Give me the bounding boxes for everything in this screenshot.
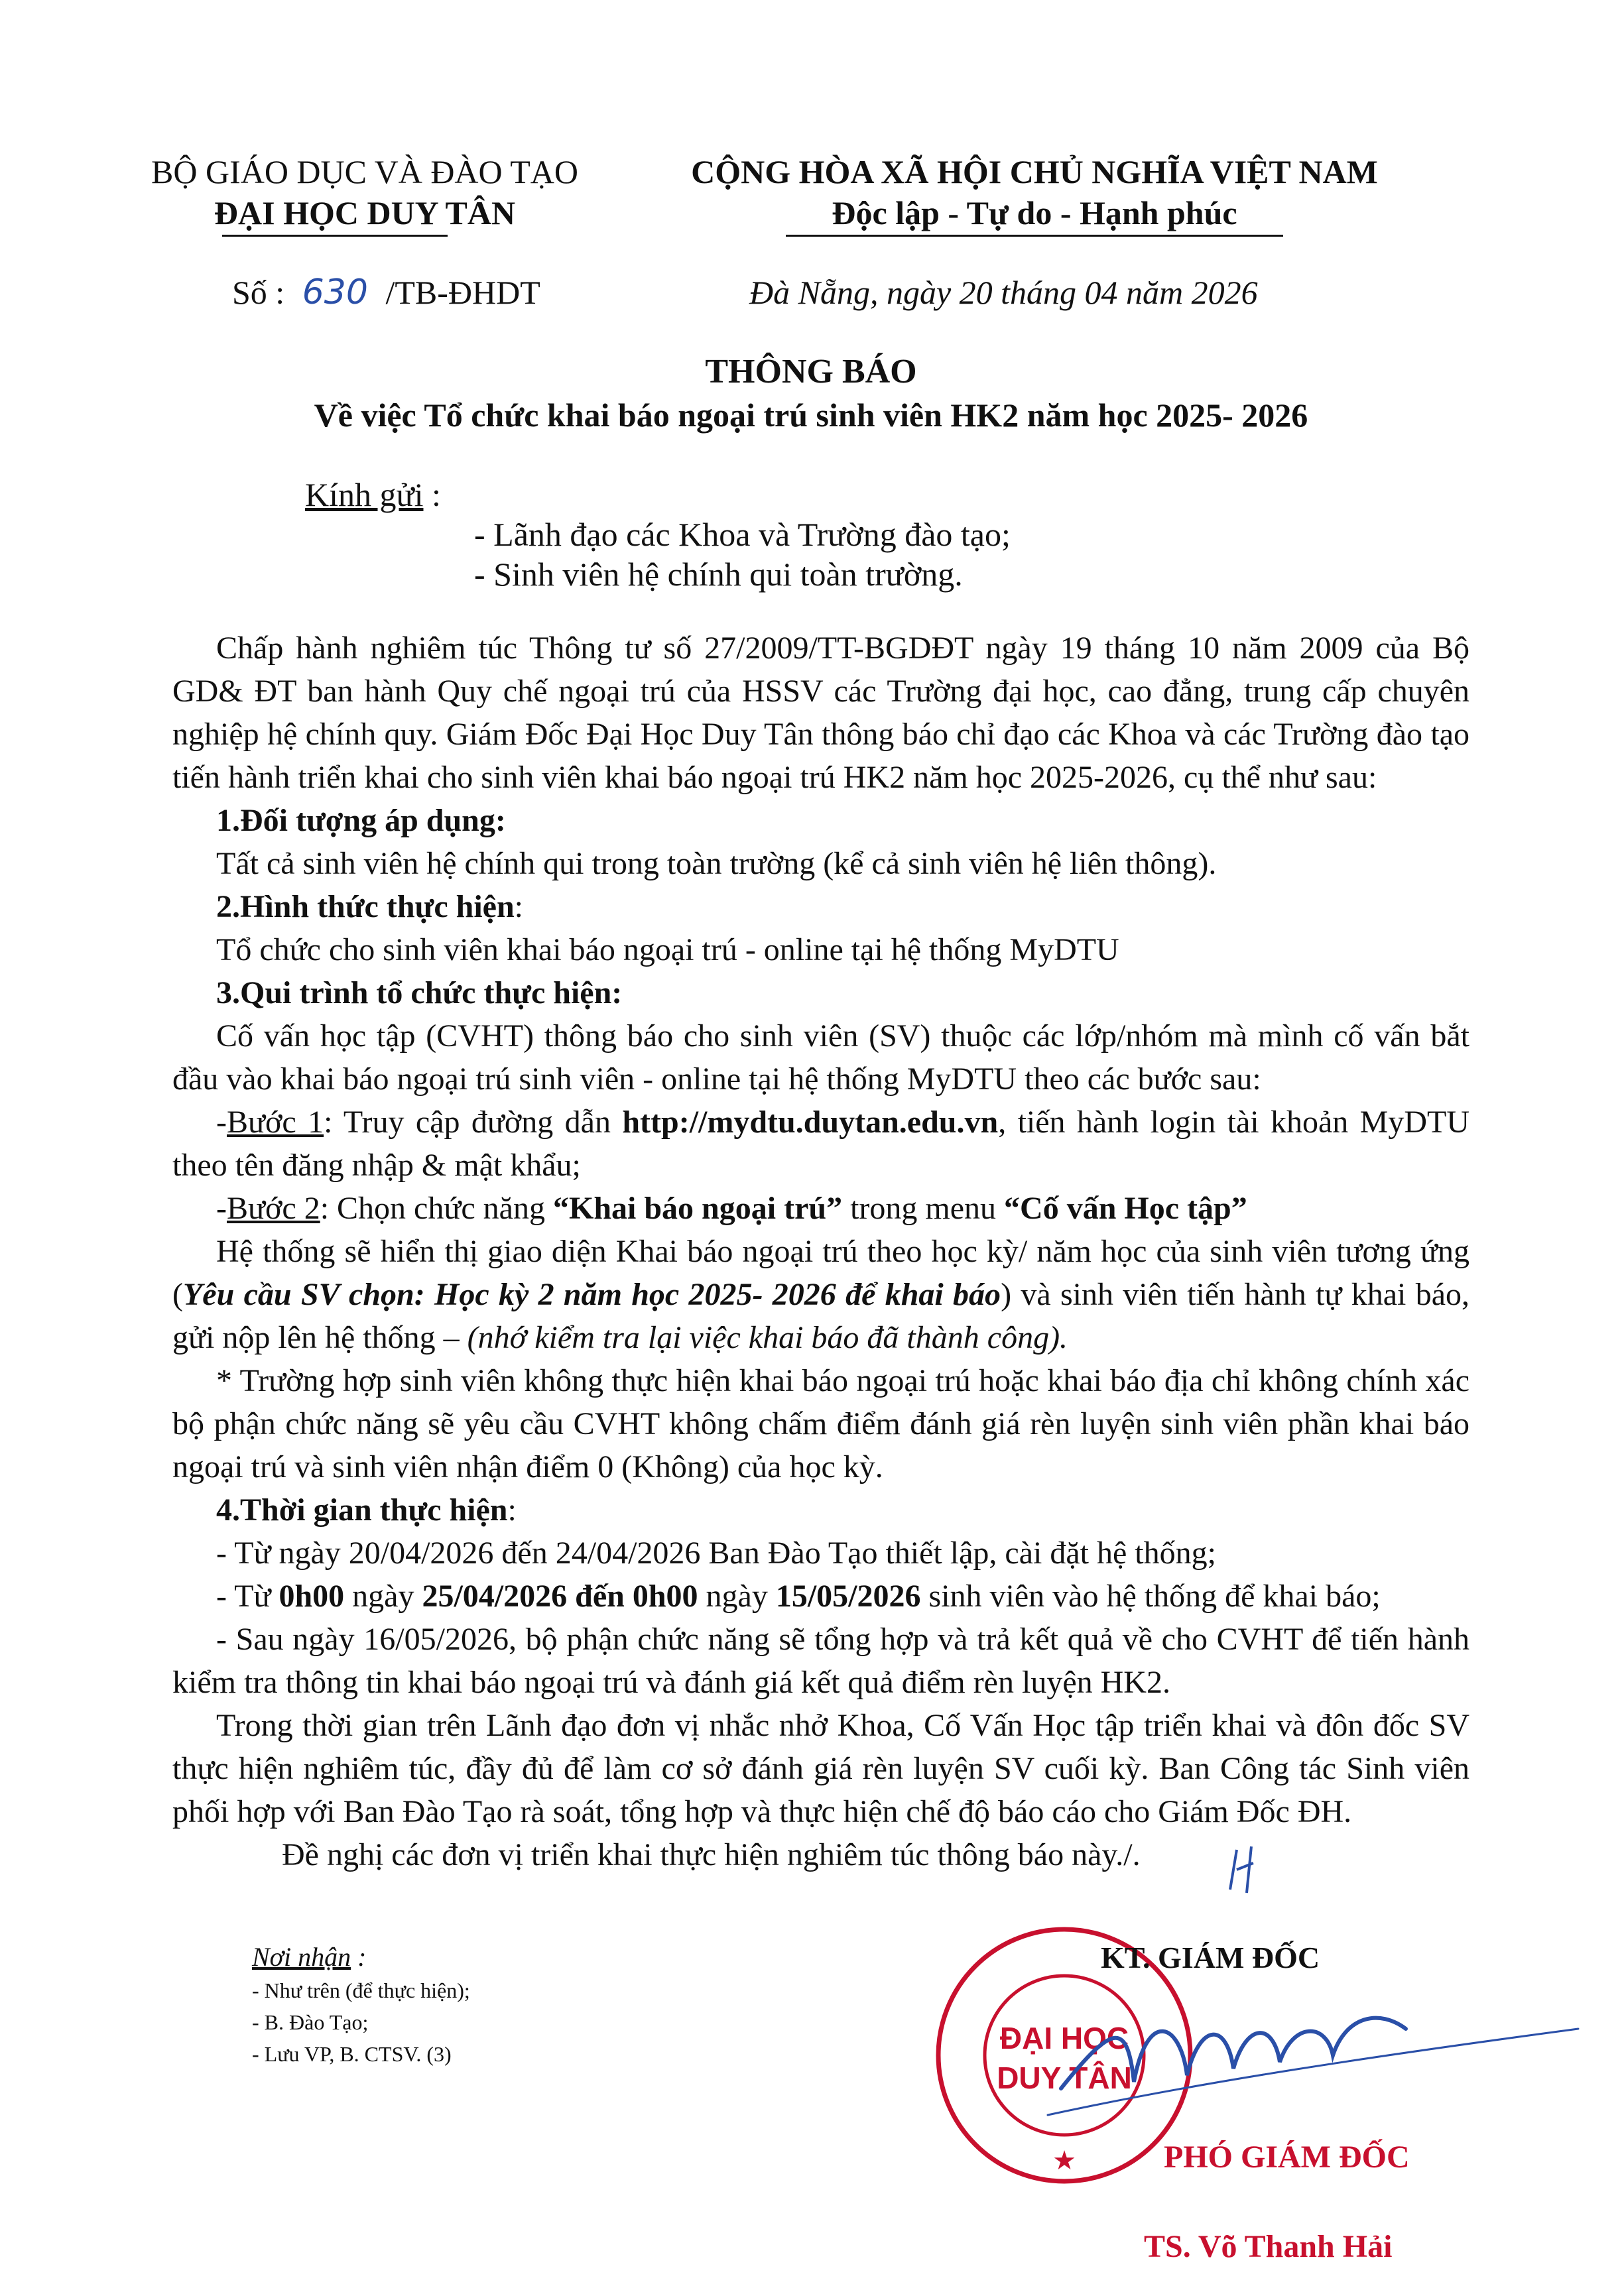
- university-underline: [222, 235, 448, 237]
- sign-role: PHÓ GIÁM ĐỐC: [1164, 2140, 1410, 2175]
- section-4-title: 4.Thời gian thực hiện:: [216, 1492, 517, 1528]
- system-paragraph: Hệ thống sẽ hiển thị giao diện Khai báo ngoại trú theo học kỳ/ năm học của sinh viên tương ứng (Yêu cầu SV chọn: Học kỳ 2 năm học 2025- 2026 để khai báo) và sinh viên tiến hành tự khai báo, gửi nộp lên hệ thống – (nhớ kiểm tra lại việc khai báo đã thành công).: [172, 1234, 1470, 1355]
- signer-name: TS. Võ Thanh Hải: [1144, 2229, 1393, 2264]
- mydtu-url: http://mydtu.duytan.edu.vn: [622, 1105, 999, 1140]
- timeline-item: - Sau ngày 16/05/2026, bộ phận chức năng sẽ tổng hợp và trả kết quả về cho CVHT để tiến hành kiểm tra thông tin khai báo ngoại trú và đánh giá kết quả điểm rèn luyện HK2.: [172, 1622, 1469, 1700]
- document-number: [232, 272, 540, 313]
- republic-name: CỘNG HÒA XÃ HỘI CHỦ NGHĨA VIỆT NAM: [691, 153, 1378, 190]
- section-2-text: Tổ chức cho sinh viên khai báo ngoại trú - online tại hệ thống MyDTU: [216, 932, 1119, 967]
- closing-paragraph: Trong thời gian trên Lãnh đạo đơn vị nhắc nhở Khoa, Cố Vấn Học tập triển khai và đôn đốc SV thực hiện nghiêm túc, đầy đủ để làm cơ sở đánh giá rèn luyện SV cuối kỳ. Ban Công tác Sinh viên phối hợp với Ban Đào Tạo rà soát, tổng hợp và thực hiện chế độ báo cáo cho Giám Đốc ĐH.: [172, 1708, 1469, 1829]
- ministry-name: BỘ GIÁO DỤC VÀ ĐÀO TẠO: [151, 153, 578, 190]
- step-1: -Bước 1: Truy cập đường dẫn http://mydtu.duytan.edu.vn, tiến hành login tài khoản MyDTU theo tên đăng nhập & mật khẩu;: [172, 1105, 1470, 1183]
- recv-item: - B. Đào Tạo;: [252, 2010, 369, 2034]
- place-date: Đà Nẵng, ngày 20 tháng 04 năm 2026: [749, 274, 1258, 311]
- initials-mark: [1223, 1843, 1263, 1896]
- handwritten-signature: [1034, 1982, 1591, 2128]
- sign-title: KT. GIÁM ĐỐC: [1101, 1941, 1320, 1974]
- section-1-text: Tất cả sinh viên hệ chính qui trong toàn trường (kể cả sinh viên hệ liên thông).: [216, 846, 1217, 881]
- seal-line-1: ĐẠI HỌC: [999, 2021, 1129, 2055]
- university-name: ĐẠI HỌC DUY TÂN: [214, 194, 516, 231]
- recipient-item: - Sinh viên hệ chính qui toàn trường.: [474, 556, 963, 593]
- seal-star: ★: [1052, 2146, 1076, 2175]
- recv-label: Nơi nhận :: [252, 1942, 367, 1972]
- warning-note: * Trường hợp sinh viên không thực hiện khai báo ngoại trú hoặc khai báo địa chỉ không chính xác bộ phận chức năng sẽ yêu cầu CVHT không chấm điểm đánh giá rèn luyện sinh viên phần khai báo ngoại trú và sinh viên nhận điểm 0 (Không) của học kỳ.: [172, 1363, 1469, 1484]
- recipient-item: - Lãnh đạo các Khoa và Trường đào tạo;: [474, 516, 1011, 553]
- step-2: -Bước 2: Chọn chức năng “Khai báo ngoại trú” trong menu “Cố vấn Học tập”: [216, 1191, 1247, 1226]
- notice-body: [172, 627, 1469, 1876]
- motto-underline: [786, 235, 1283, 237]
- notice-subject: Về việc Tổ chức khai báo ngoại trú sinh viên HK2 năm học 2025- 2026: [314, 396, 1308, 434]
- section-1-title: 1.Đối tượng áp dụng:: [216, 803, 506, 838]
- intro-paragraph: Chấp hành nghiêm túc Thông tư số 27/2009/TT-BGDĐT ngày 19 tháng 10 năm 2009 của Bộ GD& ĐT ban hành Quy chế ngoại trú của HSSV các Trường đại học, cao đẳng, trung cấp chuyên nghiệp hệ chính quy. Giám Đốc Đại Học Duy Tân thông báo chỉ đạo các Khoa và các Trường đào tạo tiến hành triển khai cho sinh viên khai báo ngoại trú HK2 năm học 2025-2026, cụ thể như sau:: [172, 631, 1469, 795]
- recv-item: - Như trên (để thực hiện);: [252, 1978, 470, 2002]
- number-prefix: Số :: [232, 274, 285, 311]
- section-3-title: 3.Qui trình tổ chức thực hiện:: [216, 975, 623, 1010]
- timeline-item: - Từ 0h00 ngày 25/04/2026 đến 0h00 ngày 15/05/2026 sinh viên vào hệ thống để khai báo;: [216, 1579, 1381, 1614]
- recipients-label: Kính gửi :: [305, 476, 441, 513]
- number-suffix: /TB-ĐHDT: [385, 274, 540, 311]
- seal-line-2: DUY TÂN: [997, 2061, 1132, 2095]
- handwritten-number: 630: [302, 272, 368, 312]
- closing-request: Đề nghị các đơn vị triển khai thực hiện nghiêm túc thông báo này./.: [282, 1837, 1141, 1872]
- section-3-text: Cố vấn học tập (CVHT) thông báo cho sinh viên (SV) thuộc các lớp/nhóm mà mình cố vấn bắt đầu vào khai báo ngoại trú sinh viên - online tại hệ thống MyDTU theo các bước sau:: [172, 1018, 1469, 1097]
- national-motto: Độc lập - Tự do - Hạnh phúc: [832, 194, 1237, 231]
- recv-item: - Lưu VP, B. CTSV. (3): [252, 2042, 452, 2066]
- notice-title: THÔNG BÁO: [705, 353, 917, 391]
- section-2-title: 2.Hình thức thực hiện:: [216, 889, 524, 924]
- timeline-item: - Từ ngày 20/04/2026 đến 24/04/2026 Ban Đào Tạo thiết lập, cài đặt hệ thống;: [216, 1536, 1216, 1571]
